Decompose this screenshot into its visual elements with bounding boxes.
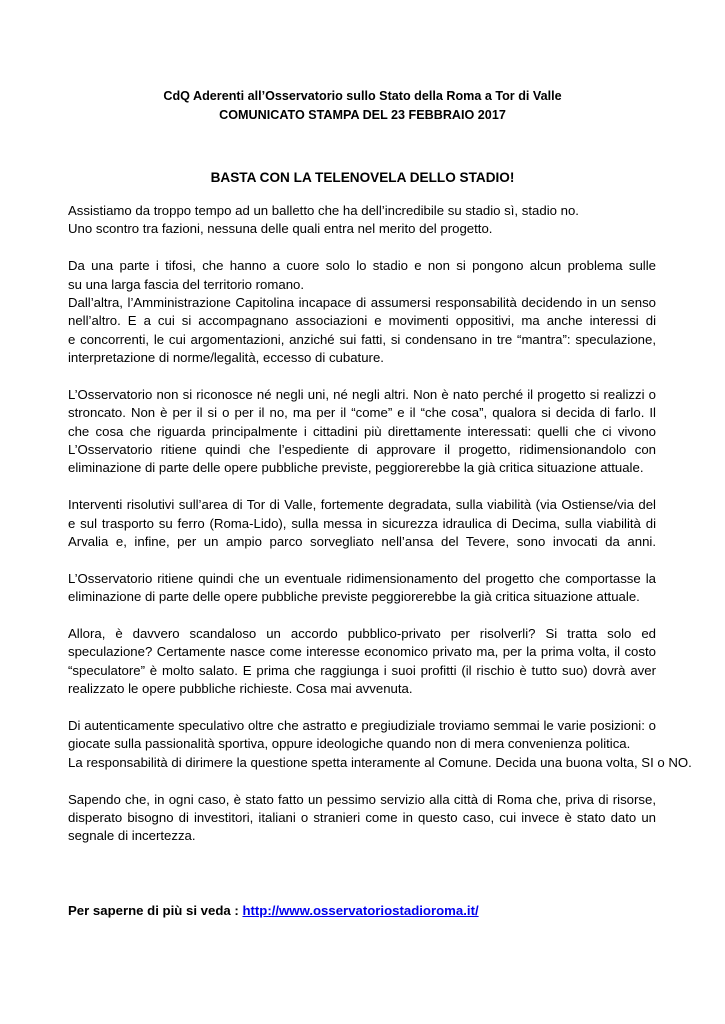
paragraph (68, 570, 656, 607)
website-link[interactable]: http://www.osservatoriostadioroma.it/ (242, 903, 479, 918)
paragraph-line: L’Osservatorio ritiene quindi che un eventuale ridimensionamento del progetto che comportasse la (68, 570, 656, 586)
paragraph-line: segnale di incertezza. (68, 828, 196, 844)
paragraph-line: Sapendo che, in ogni caso, è stato fatto un pessimo servizio alla città di Roma che, priva di risorse, (68, 791, 656, 807)
paragraph-line: Di autenticamente speculativo oltre che astratto e pregiudiziale troviamo semmai le varie posizioni: o (68, 717, 656, 733)
paragraph-line: Arvalia e, infine, per un ampio parco sorvegliato nell’ansa del Tevere, sono invocati da anni. (68, 534, 656, 550)
paragraph-line: “speculatore” è molto salato. E prima che raggiunga i suoi profitti (il rischio è tutto suo) dovrà aver (68, 662, 656, 678)
header-organization: CdQ Aderenti all’Osservatorio sullo Stato della Roma a Tor di Valle (163, 89, 562, 103)
paragraph-line: eliminazione di parte delle opere pubbliche previste peggiorerebbe la già critica situazione attuale. (68, 589, 640, 605)
paragraph-line: La responsabilità di dirimere la questione spetta interamente al Comune. Decida una buona volta, SI o NO. (68, 754, 692, 770)
paragraph-gap (68, 551, 656, 569)
paragraph-line: Allora, è davvero scandaloso un accordo pubblico-privato per risolverli? Si tratta solo ed (68, 625, 656, 641)
footer-label: Per saperne di più si veda : (68, 903, 243, 918)
paragraph (68, 386, 656, 478)
paragraph-line: su una larga fascia del territorio romano. (68, 276, 305, 292)
paragraph-line: e sul trasporto su ferro (Roma-Lido), sulla messa in sicurezza idraulica di Decima, sulla viabilità di (68, 515, 656, 531)
paragraph-line: disperato bisogno di investitori, italiani o stranieri come in questo caso, cui invece è stato dato un (68, 809, 656, 825)
paragraph-gap (68, 478, 656, 496)
paragraph-line: Dall’altra, l’Amministrazione Capitolina incapace di assumersi responsabilità decidendo in un senso (68, 294, 656, 310)
paragraph-line: speculazione? Certamente nasce come interesse economico privato ma, per la prima volta, il costo (68, 644, 656, 660)
paragraph-line: Interventi risolutivi sull’area di Tor di Valle, fortemente degradata, sulla viabilità (via Ostiense/via del (68, 497, 656, 513)
document-header (0, 87, 725, 124)
paragraph (68, 202, 656, 239)
document-body (68, 202, 692, 846)
paragraph-line: giocate sulla passionalità sportiva, oppure ideologiche quando non di mera convenienza politica. (68, 736, 631, 752)
paragraph-line: realizzato le opere pubbliche richieste. Cosa mai avvenuta. (68, 681, 413, 697)
paragraph-gap (68, 239, 656, 257)
paragraph-gap (68, 368, 656, 386)
paragraph-gap (68, 607, 656, 625)
header-press-release-date: COMUNICATO STAMPA DEL 23 FEBBRAIO 2017 (219, 107, 506, 122)
paragraph-line: che cosa che riguarda principalmente i cittadini più direttamente interessati: quelli che ci vivono (68, 423, 656, 439)
paragraph-line: Assistiamo da troppo tempo ad un balletto che ha dell’incredibile su stadio sì, stadio no. (68, 203, 579, 218)
footer-more-info (68, 902, 479, 920)
paragraph (68, 496, 656, 551)
paragraph-line: stroncato. Non è per il si o per il no, ma per il “come” e il “che cosa”, qualora si decida di farlo. Il (68, 405, 656, 421)
paragraph-line: e concorrenti, le cui argomentazioni, anziché sui fatti, si condensano in tre “mantra”: speculazione, (68, 331, 656, 347)
paragraph-line: L’Osservatorio non si riconosce né negli uni, né negli altri. Non è nato perché il progetto si realizzi o (68, 386, 656, 402)
paragraph-line: L’Osservatorio ritiene quindi che l’espediente di approvare il progetto, ridimensionandolo con (68, 442, 656, 458)
paragraph-line: Da una parte i tifosi, che hanno a cuore solo lo stadio e non si pongono alcun problema sulle (68, 258, 656, 274)
paragraph-gap (68, 772, 656, 790)
paragraph-line: interpretazione di norme/legalità, eccesso di cubature. (68, 350, 384, 366)
paragraph (68, 791, 656, 846)
paragraph (68, 257, 656, 367)
document-title: BASTA CON LA TELENOVELA DELLO STADIO! (210, 170, 515, 185)
paragraph (68, 625, 656, 699)
paragraph-line: nell’altro. E a cui si accompagnano associazioni e movimenti oppositivi, ma anche interessi di (68, 313, 656, 329)
paragraph-gap (68, 699, 656, 717)
paragraph (68, 717, 692, 772)
paragraph-line: Uno scontro tra fazioni, nessuna delle quali entra nel merito del progetto. (68, 221, 493, 237)
paragraph-line: eliminazione di parte delle opere pubbliche previste, peggiorerebbe la già critica situazione attuale. (68, 460, 644, 476)
